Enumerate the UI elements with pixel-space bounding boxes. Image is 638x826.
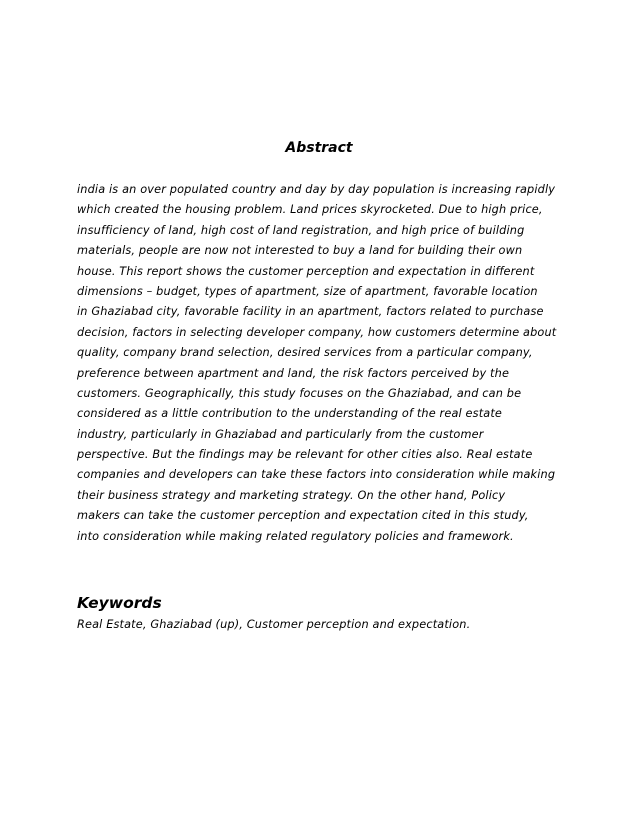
abstract-line: into consideration while making related regulatory policies and framework. — [77, 529, 514, 543]
abstract-line: perspective. But the findings may be relevant for other cities also. Real estate — [77, 448, 533, 462]
abstract-line: india is an over populated country and day by day population is increasing rapidly — [77, 183, 556, 196]
abstract-line: insufficiency of land, high cost of land registration, and high price of building — [77, 223, 525, 237]
abstract-line: considered as a little contribution to the understanding of the real estate — [77, 407, 503, 421]
keywords-text: Real Estate, Ghaziabad (up), Customer perception and expectation. — [77, 618, 471, 631]
abstract-line: dimensions – budget, types of apartment, size of apartment, favorable location — [77, 284, 538, 298]
abstract-line: their business strategy and marketing strategy. On the other hand, Policy — [77, 488, 506, 502]
abstract-body — [77, 180, 563, 547]
abstract-line: which created the housing problem. Land prices skyrocketed. Due to high price, — [77, 203, 543, 217]
abstract-line: customers. Geographically, this study focuses on the Ghaziabad, and can be — [77, 386, 522, 400]
abstract-line: quality, company brand selection, desired services from a particular company, — [77, 346, 533, 360]
abstract-line: in Ghaziabad city, favorable facility in an apartment, factors related to purchase — [77, 305, 544, 319]
abstract-line: decision, factors in selecting developer company, how customers determine about — [77, 325, 557, 339]
abstract-line: materials, people are now not interested to buy a land for building their own — [77, 244, 523, 258]
abstract-line: makers can take the customer perception and expectation cited in this study, — [77, 509, 529, 523]
abstract-line: house. This report shows the customer perception and expectation in different — [77, 264, 535, 278]
abstract-heading: Abstract — [285, 140, 353, 156]
abstract-line: preference between apartment and land, the risk factors perceived by the — [77, 366, 510, 380]
abstract-line: industry, particularly in Ghaziabad and particularly from the customer — [77, 427, 484, 441]
abstract-line: companies and developers can take these factors into consideration while making — [77, 468, 556, 482]
keywords-heading: Keywords — [77, 594, 162, 612]
